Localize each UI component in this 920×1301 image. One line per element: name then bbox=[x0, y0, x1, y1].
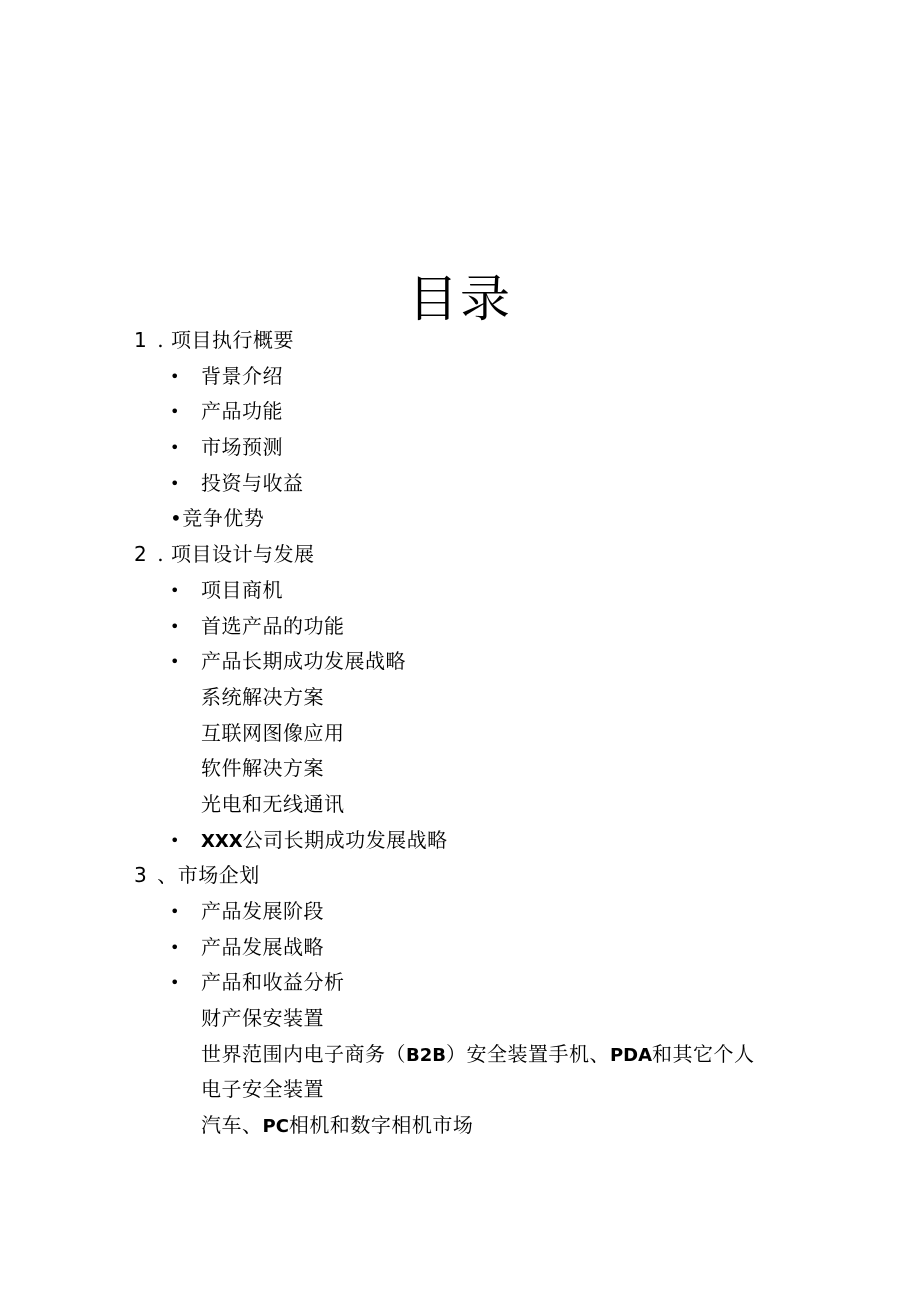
item-text: 和其它个人 bbox=[652, 1041, 755, 1066]
section-separator: . bbox=[157, 542, 171, 567]
section-number: 2 bbox=[134, 542, 148, 567]
item-text: 汽车、 bbox=[201, 1113, 263, 1138]
toc-section-3 bbox=[0, 858, 920, 894]
bullet-icon: • bbox=[170, 438, 180, 458]
bullet-icon: • bbox=[170, 366, 180, 386]
toc-item bbox=[0, 965, 920, 1001]
item-latin-text: B2B bbox=[406, 1044, 446, 1066]
toc-item bbox=[0, 751, 920, 787]
toc-item bbox=[0, 930, 920, 966]
toc-item bbox=[0, 716, 920, 752]
toc-item bbox=[0, 894, 920, 930]
bullet-icon: • bbox=[170, 402, 180, 422]
bullet-icon: • bbox=[170, 937, 180, 957]
bullet-icon: • bbox=[170, 902, 180, 921]
item-text: 相机和数字相机市场 bbox=[288, 1113, 474, 1138]
page-title: 目录 bbox=[408, 269, 512, 328]
item-text: 市场预测 bbox=[201, 435, 283, 460]
section-label: 项目执行概要 bbox=[170, 328, 294, 352]
section-number: 3 bbox=[134, 863, 148, 888]
toc-item bbox=[0, 823, 920, 859]
toc-item bbox=[0, 359, 920, 395]
toc-item bbox=[0, 1072, 920, 1108]
table-of-contents bbox=[0, 323, 920, 1144]
item-text: 产品发展战略 bbox=[201, 934, 324, 959]
toc-item bbox=[0, 394, 920, 430]
toc-item bbox=[0, 644, 920, 680]
bullet-icon: • bbox=[170, 830, 180, 850]
item-latin-text: XXX bbox=[201, 830, 243, 852]
item-text: 财产保安装置 bbox=[201, 1006, 324, 1031]
toc-section-1 bbox=[0, 323, 920, 359]
item-text: ）安全装置手机、 bbox=[445, 1041, 610, 1066]
item-text: 产品功能 bbox=[201, 399, 283, 424]
item-text: 软件解决方案 bbox=[201, 756, 324, 781]
item-text: 产品长期成功发展战略 bbox=[201, 649, 406, 674]
item-text: 投资与收益 bbox=[201, 470, 304, 495]
section-separator: 、 bbox=[157, 863, 178, 888]
section-label: 项目设计与发展 bbox=[170, 542, 315, 567]
item-text: 电子安全装置 bbox=[201, 1077, 324, 1102]
section-number: 1 bbox=[134, 328, 148, 352]
item-text: 项目商机 bbox=[201, 577, 283, 602]
item-latin-text: PDA bbox=[609, 1044, 653, 1066]
item-text: 背景介绍 bbox=[201, 363, 283, 388]
item-text: •竞争优势 bbox=[170, 506, 265, 531]
item-text: 产品和收益分析 bbox=[201, 970, 345, 995]
item-text: 互联网图像应用 bbox=[201, 720, 345, 745]
item-text: 系统解决方案 bbox=[201, 684, 324, 709]
toc-item bbox=[0, 787, 920, 823]
toc-item bbox=[0, 1001, 920, 1037]
bullet-icon: • bbox=[170, 580, 180, 600]
bullet-icon: • bbox=[170, 473, 180, 493]
item-text: 光电和无线通讯 bbox=[201, 791, 345, 816]
item-text: 产品发展阶段 bbox=[201, 899, 324, 923]
section-separator: . bbox=[157, 328, 171, 352]
toc-item bbox=[0, 609, 920, 645]
toc-item bbox=[0, 1037, 920, 1073]
bullet-icon: • bbox=[170, 973, 180, 993]
toc-item bbox=[0, 1108, 920, 1144]
toc-item bbox=[0, 466, 920, 502]
bullet-icon: • bbox=[170, 616, 180, 636]
section-label: 市场企划 bbox=[177, 863, 260, 888]
toc-item bbox=[0, 430, 920, 466]
toc-item bbox=[0, 501, 920, 537]
item-text: 世界范围内电子商务（ bbox=[201, 1041, 406, 1066]
toc-section-2 bbox=[0, 537, 920, 573]
toc-item bbox=[0, 573, 920, 609]
toc-item bbox=[0, 680, 920, 716]
item-text: 公司长期成功发展战略 bbox=[242, 827, 448, 852]
item-latin-text: PC bbox=[262, 1116, 289, 1138]
bullet-icon: • bbox=[170, 652, 180, 672]
item-text: 首选产品的功能 bbox=[201, 613, 345, 638]
